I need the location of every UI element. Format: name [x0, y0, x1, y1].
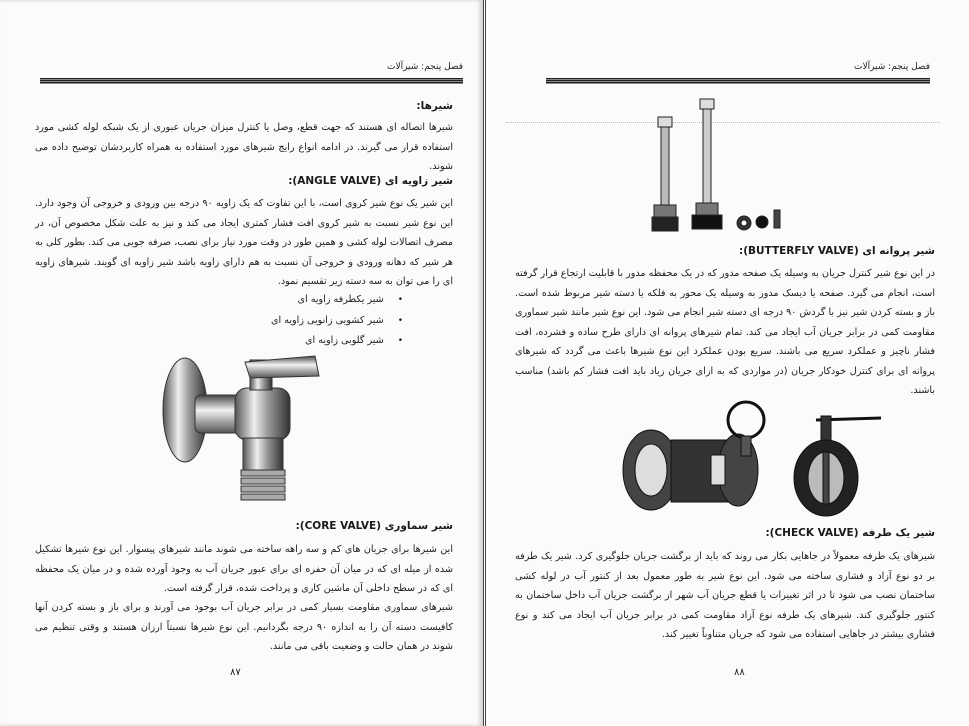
list-item: • شیر یکطرفه زاویه ای: [271, 290, 403, 311]
core-valve-paragraph-2: شیرهای سماوری مقاومت بسیار کمی در برابر جریان آب بوجود می آورند و برای باز و بسته کردن آنها کافیست دسته آن را به اندازه ۹۰ درجه بگردانیم. این نوع شیرها نسبتاً ارزان هستند و وقتی تنظیم می شوند در همان حالت و وضعیت باقی می مانند.: [35, 602, 453, 652]
header-rule: [546, 78, 930, 84]
section-heading-check-valve: شیر یک طرفه (CHECK VALVE):: [765, 527, 935, 539]
page-number: ۸۸: [734, 667, 745, 678]
section-heading-butterfly-valve: شیر پروانه ای (BUTTERFLY VALVE):: [739, 245, 935, 257]
butterfly-valve-paragraph: در این نوع شیر کنترل جریان به وسیله یک صفحه مدور که در یک محفظه مدور با قابلیت ارتجاع قرار گرفته است، انجام می گیرد. صفحه یا دیسک مدور به وسیله یک محور به فلکه یا دسته شیر مربوط شده است. باز و بسته کردن شیر نیز با گردش ۹۰ درجه ای دسته شیر انجام می شود. این نوع شیر مانند شیر سماوری مقاومت کمی در برابر جریان آب ایجاد می کند. تمام شیرهای پروانه ای دارای طرح ساده و فشرده، افت فشار ناچیز و عملکرد سریع می باشند. سریع بودن عملکرد این نوع شیرها باعث می گردد که شیرهای پروانه ای برای کنترل خودکار جریان (در مواردی که به ازای جریان زیاد باید افت فشار کم باشد) مناسب باشند.: [515, 268, 935, 396]
intro-paragraph: شیرها اتصاله ای هستند که جهت قطع، وصل یا کنترل میزان جریان عبوری از یک شبکه لوله کشی مورد استفاده قرار می گیرند. در ادامه انواع رایج شیرهای مورد استفاده به همراه کاربردشان توضیح داده می شوند.: [35, 122, 453, 172]
core-valve-paragraph-1: این شیرها برای جریان های کم و سه راهه ساخته می شوند مانند شیرهای پیسوار. این نوع شیرها تشکیل شده از میله ای که در میان آن حفره ای برای عبور جریان آب به وجود آورده شده و در میان یک محفظه ای که در سطح داخلی آن ماشین کاری و پرداخت شده، قرار گرفته است.: [35, 544, 453, 594]
angle-valve-image: [155, 350, 355, 515]
chapter-header: فصل پنجم: شیرآلات: [853, 62, 930, 72]
section-heading-valves: شیرها:: [416, 100, 453, 112]
page-number: ۸۷: [230, 667, 241, 678]
section-heading-core-valve: شیر سماوری (CORE VALVE):: [295, 520, 453, 532]
check-valve-paragraph: شیرهای یک طرفه معمولاً در جاهایی بکار می روند که باید از برگشت جریان جلوگیری کرد. شیر یک طرفه بر دو نوع آزاد و فشاری ساخته می شود. این نوع شیر به طور معمول بعد از کنتور آب در لوله کشی ساختمان نصب می شود تا در اثر تغییرات یا قطع جریان آب شهر از برگشت جریان آب داخل ساختمان به کنتور جلوگیری کند. شیرهای یک طرفه نوع آزاد مقاومت کمی در برابر جریان آب ایجاد می کند و نوع فشاری بیشتر در جاهایی استفاده می شود که جریان متناوباً تغییر کند.: [515, 551, 935, 640]
left-page: [0, 0, 484, 726]
valve-stems-image: [646, 95, 806, 245]
list-item: • شیر کشویی زانویی زاویه ای: [271, 311, 403, 332]
section-heading-angle-valve: شیر زاویه ای (ANGLE VALVE):: [288, 175, 453, 187]
angle-valve-paragraph: این شیر یک نوع شیر کروی است، با این تفاوت که یک زاویه ۹۰ درجه بین ورودی و خروجی آن وجود دارد. این نوع شیر نسبت به شیر کروی افت فشار کمتری ایجاد می کند و نیز به علت شکل مخصوص آن، در مصرف اتصالات لوله کشی و همین طور در وقت مورد نیاز برای نصب، صرفه جویی می کند. بطور کلی به هر شیر که دهانه ورودی و خروجی آن نسبت به هم دارای زاویه باشد شیر زاویه ای گویند. شیرهای زاویه ای را می توان به سه دسته زیر تقسیم نمود.: [35, 198, 453, 287]
header-rule: [40, 78, 463, 84]
butterfly-valve-images: [616, 400, 886, 525]
angle-valve-types-list: [271, 290, 403, 352]
chapter-header: فصل پنجم: شیرآلات: [386, 62, 463, 72]
list-item: • شیر گلوبی زاویه ای: [271, 331, 403, 352]
right-page: [485, 0, 969, 726]
